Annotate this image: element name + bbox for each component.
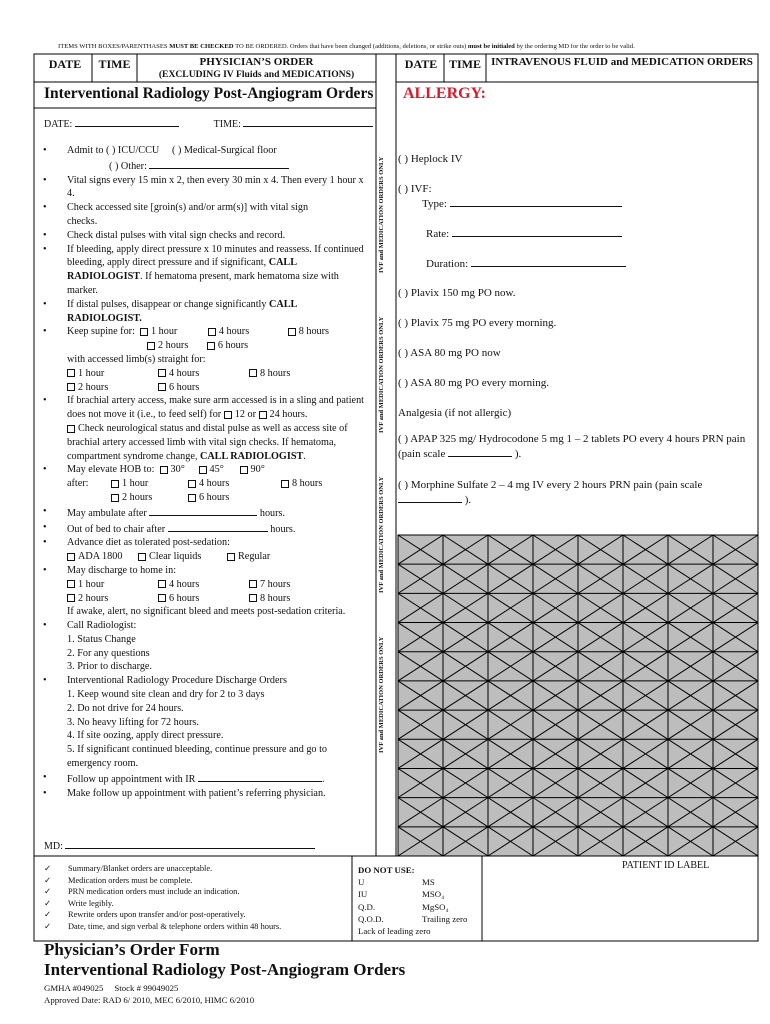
checklist-item: ✓ PRN medication orders must include an indication.: [44, 887, 240, 897]
apap-pain-scale-field[interactable]: [448, 446, 512, 457]
do-not-use-row: IU MSO₄: [358, 889, 445, 900]
checkbox[interactable]: [240, 466, 248, 474]
side-label-3: IVF and MEDICATION ORDERS ONLY: [378, 476, 385, 594]
do-not-use-last: Lack of leading zero: [358, 926, 431, 937]
checkbox[interactable]: [224, 411, 232, 419]
date-field[interactable]: [75, 116, 179, 127]
order-oob[interactable]: • Out of bed to chair after hours.: [43, 521, 296, 535]
checklist-item: ✓ Write legibly.: [44, 898, 114, 908]
ivf-duration-field[interactable]: [471, 256, 626, 267]
checklist-item: ✓ Rewrite orders upon transfer and/or post-operatively.: [44, 910, 246, 920]
checkbox[interactable]: [207, 342, 215, 350]
physician-orders-list: [35, 144, 372, 800]
time-label: TIME:: [213, 119, 241, 130]
checkbox[interactable]: [188, 494, 196, 502]
order-apap[interactable]: ( ) APAP 325 mg/ Hydrocodone 5 mg 1 – 2 tablets PO every 4 hours PRN pain (pain scale ).: [398, 433, 746, 460]
order-morphine[interactable]: ( ) Morphine Sulfate 2 – 4 mg IV every 2 hours PRN pain (pain scale ).: [398, 479, 703, 506]
md-signature-row: [44, 838, 315, 853]
ambulate-hours-field[interactable]: [149, 505, 257, 516]
checkbox[interactable]: [67, 553, 75, 561]
checkbox[interactable]: [111, 480, 119, 488]
checkbox[interactable]: [147, 342, 155, 350]
order-bleeding[interactable]: • If bleeding, apply direct pressure x 10 minutes and reassess. If continued bleeding, apply direct pressure and if significant, CALL RADIOLOGIST. If hematoma present, mark hematoma size with marker.: [43, 243, 364, 296]
checkbox[interactable]: [249, 594, 257, 602]
order-asa-morning[interactable]: ( ) ASA 80 mg PO every morning.: [398, 377, 549, 389]
left-header-order-sub: (EXCLUDING IV Fluids and MEDICATIONS): [158, 69, 355, 80]
checkbox[interactable]: [227, 553, 235, 561]
checkbox[interactable]: [158, 383, 166, 391]
left-header-time: TIME: [98, 57, 131, 71]
do-not-use-row: Q.O.D. Trailing zero: [358, 913, 468, 924]
analgesia-heading: Analgesia (if not allergic): [398, 407, 512, 419]
checkbox[interactable]: [140, 328, 148, 336]
do-not-use-list: [358, 864, 480, 937]
order-ir-discharge[interactable]: • Interventional Radiology Procedure Discharge Orders 1. Keep wound site clean and dry for 2 to 3 days 2. Do not drive for 24 hours. 3. No heavy lifting for 72 hours. 4. If site oozing, apply direct pressure. 5. If significant continued bleeding, continue pressure and go to emergency room.: [43, 675, 327, 770]
order-brachial[interactable]: • If brachial artery access, make sure arm accessed is in a sling and patient does not move it (i.e., to feed self) for 12 or 24 hours. Check neurological status and distal pulse as well as access site of brachial artery accessed limb with vital sign checks. If hematoma, compartment syndrome change, CALL RADIOLOGIST.: [43, 395, 365, 462]
right-header-time: TIME: [448, 57, 481, 71]
followup-ir-field[interactable]: [198, 771, 322, 782]
md-signature-field[interactable]: [65, 838, 315, 849]
checkbox[interactable]: [259, 411, 267, 419]
date-time-row: [44, 116, 373, 131]
top-instructions: ITEMS WITH BOXES/PARENTHASES MUST BE CHECKED TO BE ORDERED. Orders that have been changed (additions, deletions, or strike outs) must be initialed by the ordering MD for the order to be valid.: [58, 43, 635, 50]
order-plavix-150[interactable]: ( ) Plavix 150 mg PO now.: [398, 287, 516, 299]
md-label: MD:: [44, 841, 63, 852]
patient-id-label: PATIENT ID LABEL: [622, 860, 710, 871]
right-header-date: DATE: [404, 57, 438, 71]
checkbox[interactable]: [288, 328, 296, 336]
time-field[interactable]: [243, 116, 373, 127]
checkbox[interactable]: [249, 580, 257, 588]
order-diet[interactable]: • Advance diet as tolerated post-sedation: ADA 1800 Clear liquids Regular: [43, 537, 271, 563]
admit-other-field[interactable]: [149, 158, 289, 169]
order-discharge-home[interactable]: • May discharge to home in: 1 hour 4 hours 7 hours 2 hours 6 hours 8 hours If awake, alert, no significant bleed and meets post-sedation criteria.: [43, 564, 346, 618]
footer-title-1: Physician’s Order Form: [44, 940, 220, 959]
checkbox[interactable]: [67, 369, 75, 377]
checkbox[interactable]: [67, 580, 75, 588]
checkbox[interactable]: [111, 494, 119, 502]
date-label: DATE:: [44, 119, 73, 130]
iv-medication-orders: [398, 152, 758, 507]
ivf-duration-row: Duration:: [398, 256, 758, 286]
ivf-type-row: Type:: [398, 196, 758, 226]
checkbox[interactable]: [199, 466, 207, 474]
order-ambulate[interactable]: • May ambulate after hours.: [43, 505, 286, 519]
order-check-site[interactable]: • Check accessed site [groin(s) and/or arm(s)] with vital sign checks.: [43, 202, 309, 227]
checklist-item: ✓ Medication orders must be complete.: [44, 875, 193, 885]
form-number: GMHA #049025 Stock # 99049025: [44, 983, 179, 993]
checklist-item: ✓ Date, time, and sign verbal & telephone orders within 48 hours.: [44, 921, 282, 931]
ivf-rate-row: Rate:: [398, 226, 758, 256]
allergy-label: ALLERGY:: [403, 85, 486, 102]
form-title: Interventional Radiology Post-Angiogram Orders: [44, 85, 374, 102]
checkbox[interactable]: [138, 553, 146, 561]
left-header-date: DATE: [48, 57, 82, 71]
order-distal-pulses[interactable]: • Check distal pulses with vital sign checks and record.: [43, 229, 286, 241]
approved-date: Approved Date: RAD 6/ 2010, MEC 6/2010, HIMC 6/2010: [44, 995, 255, 1005]
order-elevate-hob[interactable]: • May elevate HOB to: 30° 45° 90° after: 1 hour 4 hours 8 hours 2 hours 6 hours: [43, 464, 323, 503]
oob-hours-field[interactable]: [168, 521, 268, 532]
side-label-2: IVF and MEDICATION ORDERS ONLY: [378, 316, 385, 434]
checkbox[interactable]: [67, 425, 75, 433]
order-followup-ir[interactable]: • Follow up appointment with IR .: [43, 771, 325, 785]
do-not-use-row: U MS: [358, 877, 435, 888]
do-not-use-title: DO NOT USE:: [358, 865, 415, 875]
order-followup-md[interactable]: • Make follow up appointment with patient’s referring physician.: [43, 787, 326, 799]
order-supine[interactable]: • Keep supine for: 1 hour 4 hours 8 hours 2 hours 6 hours with accessed limb(s) straight for: 1 hour 4 hours 8 hours 2 hours 6 hours: [43, 326, 329, 393]
order-heplock[interactable]: ( ) Heplock IV: [398, 153, 463, 165]
left-header-order: PHYSICIAN’S ORDER: [199, 56, 314, 68]
do-not-use-row: Q.D. MgSO₄: [358, 901, 449, 912]
order-asa-now[interactable]: ( ) ASA 80 mg PO now: [398, 347, 501, 359]
order-vitals[interactable]: • Vital signs every 15 min x 2, then every 30 min x 4. Then every 1 hour x 4.: [43, 174, 364, 200]
order-rules-checklist: [44, 863, 349, 933]
order-distal-change[interactable]: • If distal pulses, disappear or change significantly CALL RADIOLOGIST.: [43, 298, 297, 324]
right-header-order: INTRAVENOUS FLUID and MEDICATION ORDERS: [491, 56, 753, 68]
order-plavix-75[interactable]: ( ) Plavix 75 mg PO every morning.: [398, 317, 557, 329]
checklist-item: ✓ Summary/Blanket orders are unacceptable.: [44, 864, 213, 873]
order-call-radiologist[interactable]: • Call Radiologist: 1. Status Change 2. For any questions 3. Prior to discharge.: [43, 620, 152, 673]
checkbox[interactable]: [158, 369, 166, 377]
checkbox[interactable]: [208, 328, 216, 336]
ivf-type-field[interactable]: [450, 196, 622, 207]
order-ivf[interactable]: ( ) IVF:: [398, 183, 432, 195]
checkbox[interactable]: [249, 369, 257, 377]
side-label-1: IVF and MEDICATION ORDERS ONLY: [378, 156, 385, 274]
checkbox[interactable]: [160, 466, 168, 474]
footer-title-2: Interventional Radiology Post-Angiogram Orders: [44, 960, 406, 979]
checkbox[interactable]: [188, 480, 196, 488]
morphine-pain-scale-field[interactable]: [398, 492, 462, 503]
side-label-4: IVF and MEDICATION ORDERS ONLY: [378, 636, 385, 754]
ivf-rate-field[interactable]: [452, 226, 622, 237]
checkbox[interactable]: [281, 480, 289, 488]
checkbox[interactable]: [158, 580, 166, 588]
order-admit[interactable]: • Admit to ( ) ICU/CCU ( ) Medical-Surgical floor ( ) Other:: [35, 144, 372, 174]
checkbox[interactable]: [158, 594, 166, 602]
checkbox[interactable]: [67, 383, 75, 391]
checkbox[interactable]: [67, 594, 75, 602]
